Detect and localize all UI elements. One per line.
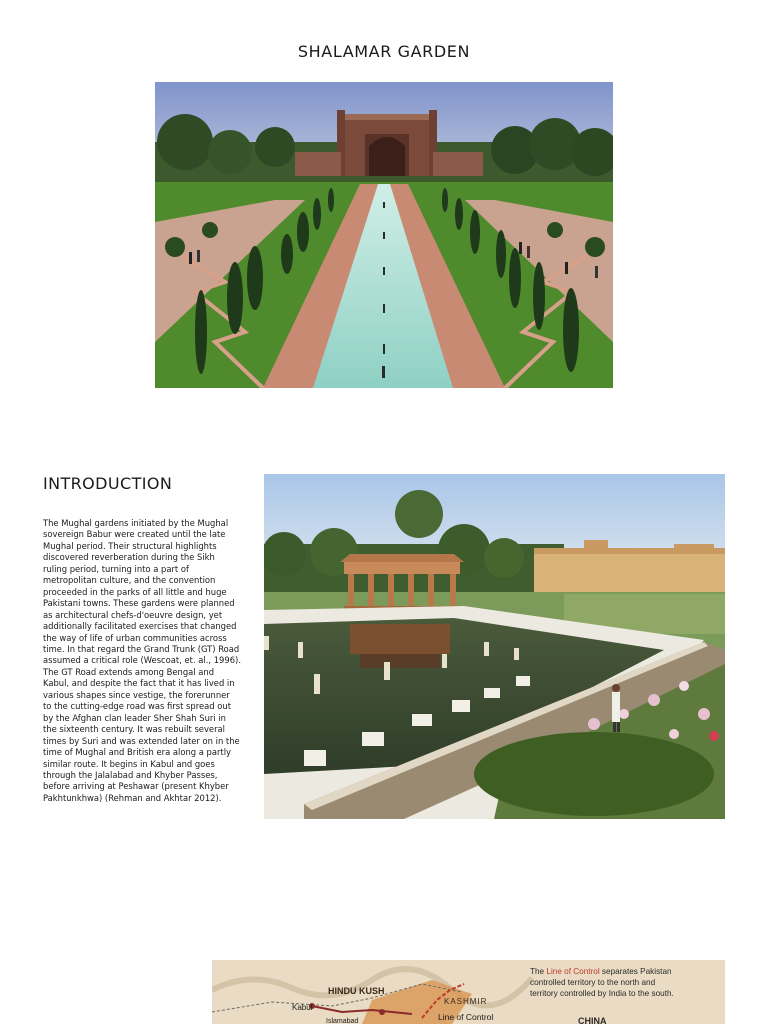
- pavilion-pool-photo: [264, 474, 725, 819]
- map-caption-bold: Line of Control: [546, 967, 600, 976]
- section-heading: INTRODUCTION: [43, 474, 173, 493]
- map-label-line-of-control: Line of Control: [438, 1012, 494, 1022]
- garden-photo: [155, 82, 613, 388]
- introduction-paragraph: The Mughal gardens initiated by the Mughal sovereign Babur were created until the late Mughal period. Their structural highlights discovered reverberation during the Sikh ruling period, turning into a part of metropolitan culture, and the convention proceeded in the parks of all little and huge Pakistani towns. These gardens were planned as architectural chefs-d'oeuvre design, yet additionally facilitated exercises that changed the way of life of urban communities across time. In that regard the Grand Trunk (GT) Road assumed a critical role (Wescoat, et. al., 1996). The GT Road extends among Bengal and Kabul, and despite the fact that it has lived in various shapes since vestige, the forerunner to the cutting-edge road was first spread out by the Afghan clan leader Sher Shah Suri in the sixteenth century. It was rebuilt several times by Suri and was extended later on in the time of Mughal and British era along a partly similar route. It begins in Kabul and goes through the Jalalabad and Khyber Passes, before arriving at Peshawar (present Khyber Pakhtunkhwa) (Rehman and Akhtar 2012).: [43, 518, 241, 803]
- map-label-kabul: Kabul: [292, 1003, 313, 1012]
- kashmir-map: [212, 960, 725, 1024]
- map-label-kashmir: KASHMIR: [444, 997, 488, 1006]
- map-caption-line1: [530, 967, 672, 976]
- map-label-china: CHINA: [578, 1016, 607, 1024]
- map-label-hindu-kush: HINDU KUSH: [328, 986, 385, 996]
- map-caption-line1-rest: separates Pakistan: [599, 967, 672, 976]
- map-label-islamabad: Islamabad: [326, 1018, 359, 1024]
- map-caption-prefix: The: [530, 967, 547, 976]
- map-caption-line2: controlled territory to the north and: [530, 978, 656, 987]
- map-caption-line3: territory controlled by India to the south.: [530, 989, 674, 998]
- page-title: SHALAMAR GARDEN: [297, 42, 471, 61]
